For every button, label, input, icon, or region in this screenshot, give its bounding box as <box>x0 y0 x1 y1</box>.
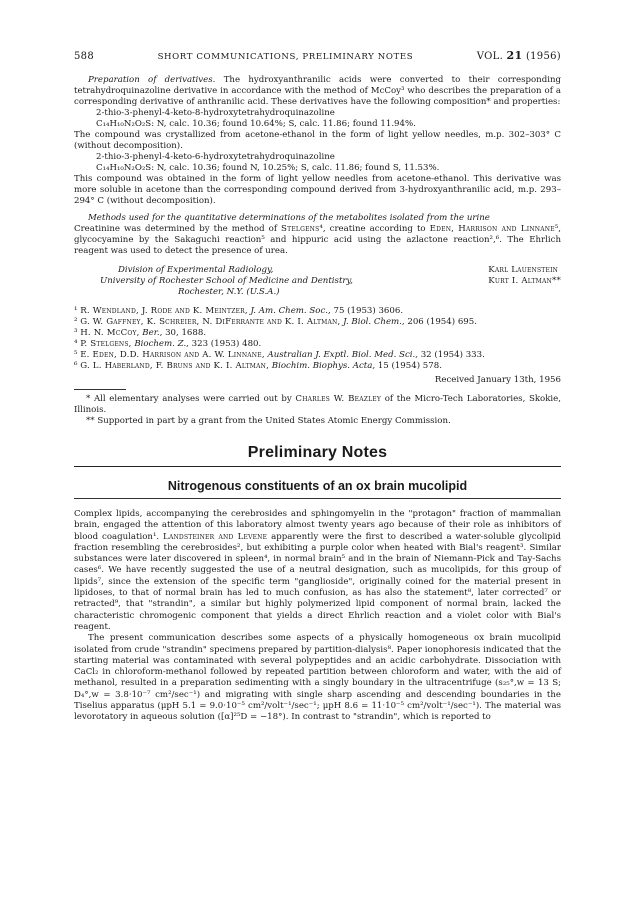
volume-year: (1956) <box>525 51 561 62</box>
author-eden: Eden, Harrison and Linnane <box>429 224 555 234</box>
compound1-analysis: C₁₄H₁₀N₂O₂S: N, calc. 10.36; found 10.64%; S, calc. 11.86; found 11.94%. <box>96 119 416 129</box>
derivatives-paragraph <box>74 75 561 108</box>
page-number: 588 <box>74 51 94 62</box>
section-title: Preliminary Notes <box>247 444 388 461</box>
running-header <box>74 50 561 63</box>
article-paragraph: Complex lipids, accompanying the cerebrosides and sphingomyelin in the "protagon" fraction of mammalian brain, engaged the attention of this laboratory almost twenty years ago because of their role as inhibitors of blood coagulation¹. Landsteiner and Levene apparently were the first to described a water-soluble glycolipid fraction resembling the cerebrosides², but exhibiting a purple color when heated with Bial's reagent³. Similar substances were later discovered in spleen⁴, in normal brain⁵ and in the brain of Niemann-Pick and Tay-Sachs cases⁶. We have recently suggested the use of a neutral designation, such as mucolipids, for this group of lipids⁷, since the extension of the specific term "ganglioside", originally coined for the material present in lipidoses, to that of normal brain has led to much confusion, as has also the statement⁸, later corrected⁷ or retracted⁹, that "strandin", a similar but highly polymerized lipid component of normal brain, lacked the characteristic chromogenic component that yields a direct Ehrlich reaction and a violet color with Bial's reagent. <box>74 509 561 632</box>
affiliation-block <box>74 265 353 298</box>
compound1-note: The compound was crystallized from acetone-ethanol in the form of light yellow needles, m.p. 302–303° C (without decomposition). <box>74 130 561 151</box>
compound1-name: 2-thio-3-phenyl-4-keto-8-hydroxytetrahydroquinazoline <box>96 108 335 118</box>
derivatives-heading: Preparation of derivatives. <box>88 75 216 85</box>
reference-item: ² G. W. Gaffney, K. Schreier, N. DiFerrante and K. I. Altman, J. Biol. Chem., 206 (1954) 695. <box>74 317 477 327</box>
footnote-divider <box>74 389 126 390</box>
reference-item: ⁴ P. Stelgens, Biochem. Z., 323 (1953) 480. <box>74 339 262 349</box>
derivatives-intro: The hydroxyanthranilic acids were converted to their corresponding tetrahydroquinazoline derivative in accordance with the method of McCoy³ who describes the preparation of a corresponding derivative of anthranilic acid. These derivatives have the following composition* and properties: <box>74 75 561 107</box>
affiliation-line3: Rochester, N.Y. (U.S.A.) <box>178 287 280 297</box>
author-stelgens: Stelgens <box>281 224 320 234</box>
article-paragraph: The present communication describes some aspects of a physically homogeneous ox brain mucolipid isolated from crude "strandin" specimens prepared by partition-dialysis⁸. Paper ionophoresis indicated that the starting material was contaminated with several polypeptides and an acidic carbohydrate. Dissociation with CaCl₂ in chloroform-methanol followed by repeated partition between chloroform and water, with the aid of methanol, resulted in a preparation sedimenting with a singly boundary in the ultracentrifuge (s₂₅°,w = 13 S; D₄°,w = 3.8·10⁻⁷ cm²/sec⁻¹) and migrating with single sharp ascending and descending boundaries in the Tiselius apparatus (μpH 5.1 = 9.0·10⁻⁵ cm²/volt⁻¹/sec⁻¹; μpH 8.6 = 11·10⁻⁵ cm²/volt⁻¹/sec⁻¹). The material was levorotatory in aqueous solution ([α]²⁵D = −18°). In contrast to "strandin", which is reported to <box>74 633 561 723</box>
affiliation-line1: Division of Experimental Radiology, <box>118 265 274 275</box>
article-title: Nitrogenous constituents of an ox brain mucolipid <box>167 479 468 493</box>
footnote-analyses: * All elementary analyses were carried out by Charles W. Beazley of the Micro-Tech Laboratories, Skokie, Illinois. <box>74 394 561 415</box>
reference-list <box>74 306 561 372</box>
compound2-name: 2-thio-3-phenyl-4-keto-6-hydroxytetrahydroquinazoline <box>96 152 335 162</box>
compound2-note: This compound was obtained in the form of light yellow needles from acetone-ethanol. This derivative was more soluble in acetone than the corresponding compound derived from 3-hydroxyanthranilic acid, m.p. 293–294° C (without decomposition). <box>74 174 561 206</box>
volume-label: VOL. <box>476 51 504 62</box>
running-title: SHORT COMMUNICATIONS, PRELIMINARY NOTES <box>157 52 414 62</box>
article-divider <box>74 498 561 499</box>
section-divider <box>74 466 561 467</box>
author-name: Karl Lauenstein <box>488 265 559 275</box>
author-name: Kurt I. Altman** <box>488 276 561 286</box>
author-names <box>488 265 561 298</box>
compound2-analysis: C₁₄H₁₀N₂O₂S: N, calc. 10.36; found N, 10.25%; S, calc. 11.86; found S, 11.53%. <box>96 163 440 173</box>
footnote-grant: ** Supported in part by a grant from the United States Atomic Energy Commission. <box>86 416 451 426</box>
methods-heading: Methods used for the quantitative determinations of the metabolites isolated from the urine <box>88 213 490 223</box>
article-body <box>74 509 561 724</box>
reference-item: ¹ R. Wendland, J. Rode and K. Meintzer, J. Am. Chem. Soc., 75 (1953) 3606. <box>74 306 404 316</box>
reference-item: ⁶ G. L. Haberland, F. Bruns and K. I. Altman, Biochim. Biophys. Acta, 15 (1954) 578. <box>74 361 442 371</box>
reference-item: ⁵ E. Eden, D.D. Harrison and A. W. Linnane, Australian J. Exptl. Biol. Med. Sci., 32 (1954) 333. <box>74 350 485 360</box>
reference-item: ³ H. N. McCoy, Ber., 30, 1688. <box>74 328 207 338</box>
affiliation-line2: University of Rochester School of Medicine and Dentistry, <box>100 276 353 286</box>
volume-number: 21 <box>506 49 523 62</box>
volume-info <box>477 50 561 62</box>
methods-paragraph: Creatinine was determined by the method of Stelgens⁴, creatine according to Eden, Harrison and Linnane⁵, glycocyamine by the Sakaguchi reaction⁵ and hippuric acid using the azlactone reaction²,⁶. The Ehrlich reagent was used to detect the presence of urea. <box>74 224 561 256</box>
received-date: Received January 13th, 1956 <box>434 375 561 385</box>
author-affiliation <box>74 265 561 298</box>
